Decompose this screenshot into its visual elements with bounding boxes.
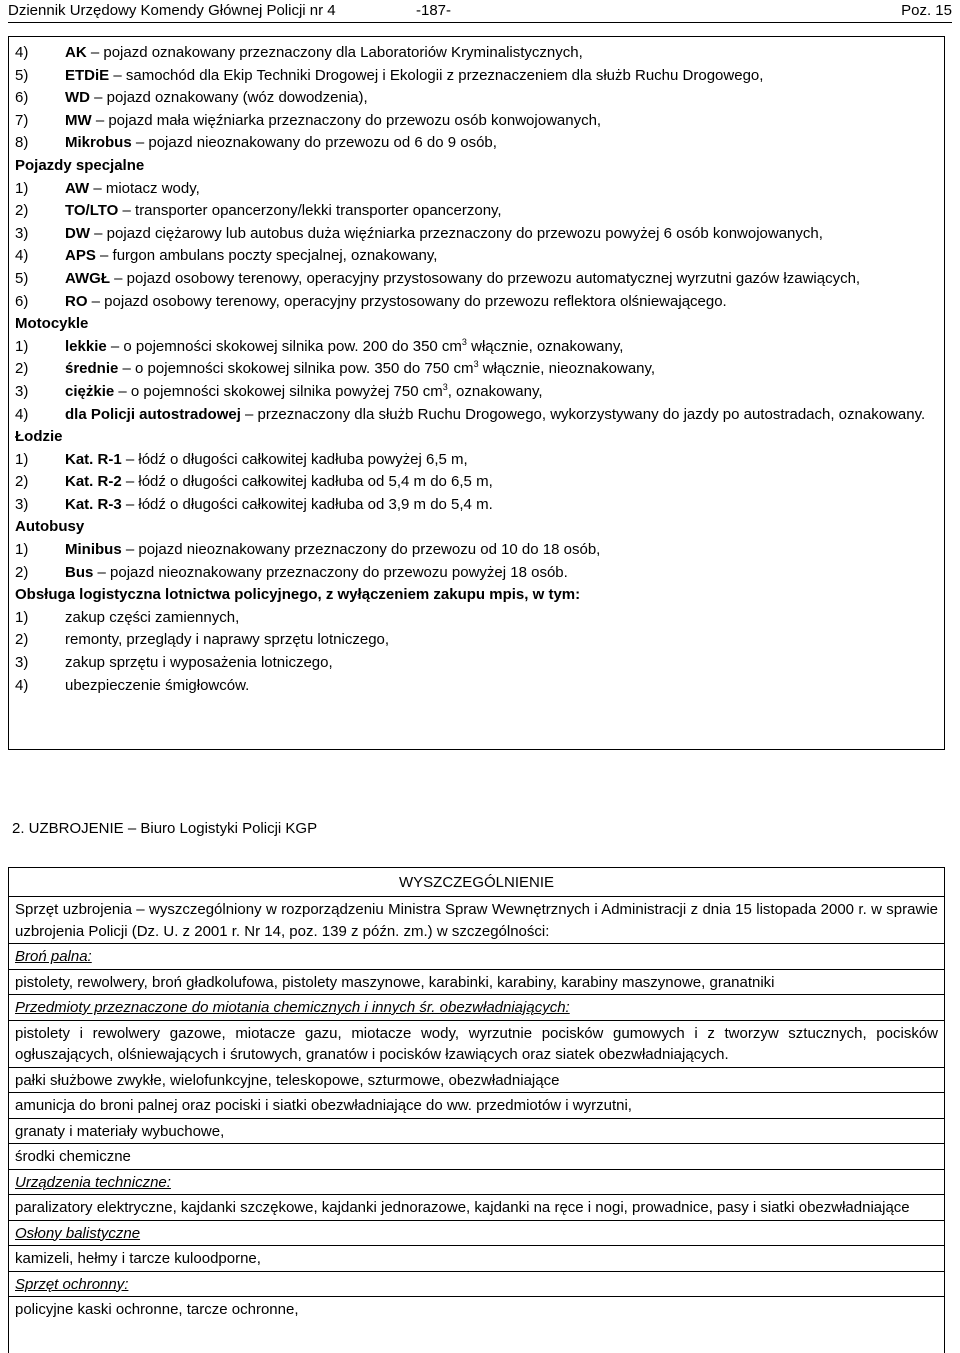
aviation-heading: Obsługa logistyczna lotnictwa policyjnego, z wyłączeniem zakupu mpis, w tym:: [15, 586, 581, 604]
list-description: – o pojemności skokowej silnika pow. 200 do 350 cm: [106, 337, 462, 355]
list-number: 4): [15, 44, 29, 61]
list-description: zakup części zamiennych,: [65, 608, 240, 626]
row-text: Broń palna:: [15, 948, 92, 965]
list-number: 2): [15, 563, 29, 581]
table-row: [9, 1195, 944, 1221]
special-vehicle-item: [15, 200, 938, 223]
row-text: policyjne kaski ochronne, tarcze ochronne,: [15, 1301, 299, 1318]
list-description-end: , oznakowany,: [447, 382, 543, 400]
table-row: [9, 1170, 944, 1196]
row-text: Przedmioty przeznaczone do miotania chemicznych i innych śr. obezwładniających:: [15, 999, 570, 1016]
superscript: 3: [461, 336, 467, 347]
aviation-list: [15, 607, 938, 697]
list-number: 4): [15, 676, 29, 694]
vehicles-box: [8, 36, 945, 750]
motorcycles-list: [15, 336, 938, 426]
list-code: lekkie: [65, 337, 107, 355]
row-text: pistolety, rewolwery, broń gładkolufowa, pistolety maszynowe, karabinki, karabiny, karabiny maszynowe, granatniki: [15, 973, 775, 991]
list-description: – łódź o długości całkowitej kadłuba powyżej 6,5 m,: [121, 450, 468, 468]
list-code: AWGŁ: [65, 269, 110, 287]
list-number: 3): [15, 495, 29, 513]
list-number: 2): [15, 360, 29, 378]
row-text: pistolety i rewolwery gazowe, miotacze gazu, miotacze wody, wyrzutnie pocisków gumowych i z tworzyw sztucznych, pocisków ogłuszających, olśniewających i śrutowych, granatów i pocisków łzawiących oraz siatek obezwładniających.: [15, 1024, 938, 1063]
list-code: dla Policji autostradowej: [65, 405, 241, 423]
list-number: 3): [15, 654, 29, 672]
vehicle-list-top: [15, 42, 938, 155]
motorcycle-item: [15, 404, 938, 427]
buses-list: [15, 539, 938, 584]
row-text: Urządzenia techniczne:: [15, 1173, 171, 1191]
list-description: – łódź o długości całkowitej kadłuba od 3,9 m do 5,4 m.: [121, 495, 493, 513]
list-description: zakup sprzętu i wyposażenia lotniczego,: [65, 654, 333, 672]
list-number: 2): [15, 202, 29, 220]
vehicle-item: [15, 132, 938, 155]
list-number: 3): [15, 224, 29, 242]
list-number: 1): [15, 179, 29, 197]
table-row: [9, 944, 944, 970]
row-text: pałki służbowe zwykłe, wielofunkcyjne, teleskopowe, szturmowe, obezwładniające: [15, 1071, 560, 1089]
list-number: 4): [15, 247, 29, 265]
list-code: Kat. R-1: [65, 450, 122, 468]
row-text: kamizeli, hełmy i tarcze kuloodporne,: [15, 1250, 261, 1267]
special-vehicles-list: [15, 178, 938, 314]
list-code: Bus: [65, 563, 94, 581]
list-description: – o pojemności skokowej silnika pow. 350 do 750 cm: [118, 360, 474, 378]
list-number: 5): [15, 269, 29, 287]
list-code: WD: [65, 89, 90, 107]
aviation-item: [15, 629, 938, 652]
boats-heading: Łodzie: [15, 428, 63, 446]
special-vehicle-item: [15, 223, 938, 246]
row-text: Sprzęt ochronny:: [15, 1275, 129, 1293]
list-code: ETDiE: [65, 66, 110, 84]
row-text: środki chemiczne: [15, 1148, 131, 1165]
table-row: [9, 1093, 944, 1119]
boat-item: [15, 471, 938, 494]
special-vehicle-item: [15, 245, 938, 268]
row-text: paralizatory elektryczne, kajdanki szczękowe, kajdanki jednorazowe, kajdanki na ręce i nogi, prowadnice, pasy i siatki obezwładniające: [15, 1199, 910, 1216]
row-text: amunicja do broni palnej oraz pociski i siatki obezwładniające do ww. przedmiotów i wyrzutni,: [15, 1097, 632, 1114]
special-vehicle-item: [15, 291, 938, 314]
list-number: 1): [15, 541, 29, 559]
special-vehicle-item: [15, 268, 938, 291]
vehicle-item: [15, 42, 938, 65]
list-description: – pojazd ciężarowy lub autobus duża więźniarka przeznaczony do przewozu powyżej 6 osób konwojowanych,: [90, 224, 823, 242]
bus-item: [15, 539, 938, 562]
list-code: Minibus: [65, 541, 122, 559]
list-description: – pojazd nieoznakowany przeznaczony do przewozu od 10 do 18 osób,: [121, 541, 601, 559]
list-description-end: włącznie, oznakowany,: [466, 337, 624, 355]
list-number: 6): [15, 292, 29, 310]
vehicle-item: [15, 110, 938, 133]
list-description: – samochód dla Ekip Techniki Drogowej i Ekologii z przeznaczeniem dla służb Ruchu Drogowego,: [109, 66, 764, 84]
table-row: [9, 1144, 944, 1170]
list-number: 8): [15, 134, 29, 152]
list-description: – łódź o długości całkowitej kadłuba od 5,4 m do 6,5 m,: [121, 473, 493, 491]
list-code: TO/LTO: [65, 202, 119, 220]
list-description: ubezpieczenie śmigłowców.: [65, 676, 250, 694]
page-header: [8, 0, 952, 23]
bus-item: [15, 562, 938, 585]
motorcycle-item: [15, 336, 938, 359]
list-number: 4): [15, 405, 29, 423]
vehicle-item: [15, 65, 938, 88]
row-text: granaty i materiały wybuchowe,: [15, 1122, 225, 1140]
row-text: Osłony balistyczne: [15, 1224, 141, 1242]
table-row: [9, 1068, 944, 1094]
list-number: 1): [15, 450, 29, 468]
list-description: – pojazd mała więźniarka przeznaczony do przewozu osób konwojowanych,: [91, 111, 602, 129]
list-code: MW: [65, 111, 92, 129]
list-code: APS: [65, 247, 96, 265]
list-number: 5): [15, 66, 29, 84]
vehicle-item: [15, 87, 938, 110]
table-row: [9, 1221, 944, 1247]
list-code: Kat. R-2: [65, 473, 122, 491]
list-description: – o pojemności skokowej silnika powyżej 750 cm: [114, 382, 443, 400]
section-title: 2. UZBROJENIE – Biuro Logistyki Policji KGP: [12, 820, 318, 837]
list-number: 6): [15, 89, 29, 107]
row-text: Sprzęt uzbrojenia – wyszczególniony w rozporządzeniu Ministra Spraw Wewnętrznych i Administracji z dnia 15 listopada 2000 r. w sprawie uzbrojenia Policji (Dz. U. z 2001 r. Nr 14, poz. 139 z późn. zm.) w szczególności:: [15, 901, 938, 940]
special-vehicles-heading: Pojazdy specjalne: [15, 156, 145, 174]
table-row: [9, 897, 944, 944]
table-row: [9, 995, 944, 1021]
list-code: Kat. R-3: [65, 495, 122, 513]
list-code: AK: [65, 44, 87, 61]
list-description: – transporter opancerzony/lekki transporter opancerzony,: [118, 202, 502, 220]
table-row: [9, 1272, 944, 1298]
list-code: DW: [65, 224, 90, 242]
special-vehicle-item: [15, 178, 938, 201]
superscript: 3: [473, 359, 479, 370]
list-description: – furgon ambulans poczty specjalnej, oznakowany,: [95, 247, 438, 265]
superscript: 3: [442, 381, 448, 392]
table-row: [9, 1246, 944, 1272]
boat-item: [15, 494, 938, 517]
list-code: RO: [65, 292, 88, 310]
list-number: 3): [15, 382, 29, 400]
armament-table: [8, 867, 945, 1353]
journal-title: Dziennik Urzędowy Komendy Głównej Policji nr 4: [8, 2, 336, 19]
page-number: -187-: [416, 2, 452, 19]
list-number: 2): [15, 473, 29, 491]
list-description-end: włącznie, nieoznakowany,: [478, 360, 656, 378]
list-description: – pojazd osobowy terenowy, operacyjny przystosowany do przewozu reflektora olśniewającego.: [87, 292, 727, 310]
motorcycle-item: [15, 381, 938, 404]
list-description: – pojazd oznakowany przeznaczony dla Laboratoriów Kryminalistycznych,: [86, 44, 583, 61]
list-code: AW: [65, 179, 90, 197]
list-number: 7): [15, 111, 29, 129]
position-number: Poz. 15: [901, 2, 952, 19]
list-description: – miotacz wody,: [89, 179, 200, 197]
table-body: [9, 897, 944, 1322]
aviation-item: [15, 675, 938, 698]
motorcycle-item: [15, 358, 938, 381]
list-code: Mikrobus: [65, 134, 132, 152]
list-code: średnie: [65, 360, 119, 378]
table-row: [9, 970, 944, 996]
list-description: remonty, przeglądy i naprawy sprzętu lotniczego,: [65, 631, 390, 649]
list-number: 1): [15, 337, 29, 355]
table-header: WYSZCZEGÓLNIENIE: [9, 868, 944, 897]
list-description: – pojazd osobowy terenowy, operacyjny przystosowany do przewozu automatycznej wyrzutni gazów łzawiących,: [110, 269, 861, 287]
table-row: [9, 1297, 944, 1322]
list-number: 1): [15, 608, 29, 626]
list-code: ciężkie: [65, 382, 115, 400]
list-description: – pojazd oznakowany (wóz dowodzenia),: [90, 89, 368, 107]
aviation-item: [15, 607, 938, 630]
motorcycles-heading: Motocykle: [15, 315, 89, 333]
table-row: [9, 1021, 944, 1068]
list-description: – przeznaczony dla służb Ruchu Drogowego, wykorzystywany do jazdy po autostradach, oznakowany.: [240, 405, 926, 423]
boat-item: [15, 449, 938, 472]
aviation-item: [15, 652, 938, 675]
list-description: – pojazd nieoznakowany do przewozu od 6 do 9 osób,: [131, 134, 497, 152]
table-row: [9, 1119, 944, 1145]
list-description: – pojazd nieoznakowany przeznaczony do przewozu powyżej 18 osób.: [93, 563, 568, 581]
boats-list: [15, 449, 938, 517]
buses-heading: Autobusy: [15, 518, 85, 536]
list-number: 2): [15, 631, 29, 649]
